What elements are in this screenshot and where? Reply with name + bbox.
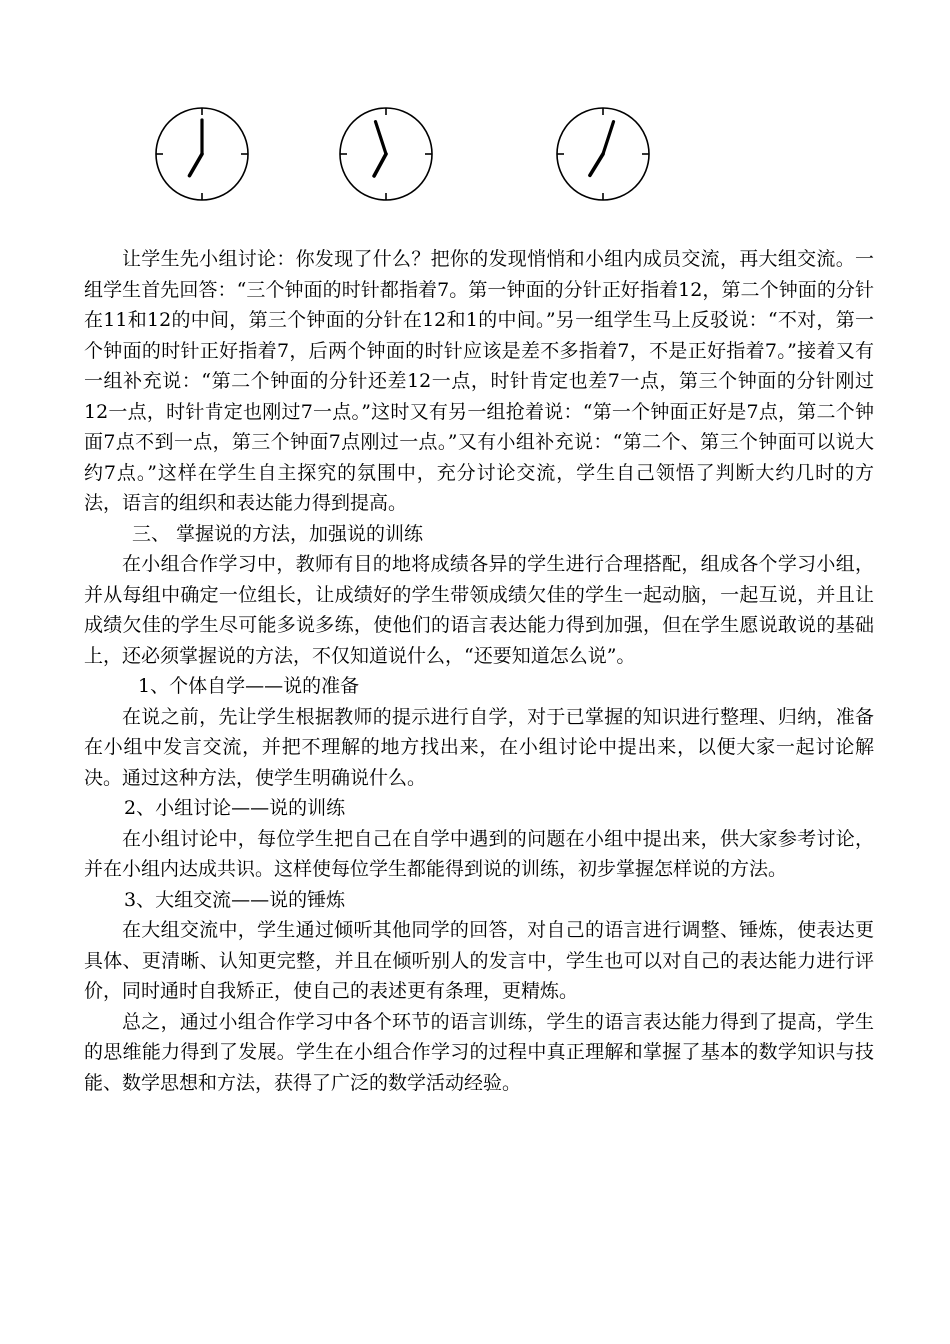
paragraph-large-group: 在大组交流中，学生通过倾听其他同学的回答，对自己的语言进行调整、锤炼，使表达更具体、更清晰、认知更完整，并且在倾听别人的发言中，学生也可以对自己的表达能力进行评价，同时通时自我矫正，使自己的表述更有条理，更精炼。: [84, 919, 874, 1002]
paragraph-discussion: 让学生先小组讨论：你发现了什么？把你的发现悄悄和小组内成员交流，再大组交流。一组学生首先回答：“三个钟面的时针都指着7。第一钟面的分针正好指着12，第二个钟面的分针在11和12的中间，第三个钟面的分针在12和1的中间。”另一组学生马上反驳说：“不对，第一个钟面的时针正好指着7，后两个钟面的时针应该是差不多指着7，不是正好指着7。”接着又有一组补充说：“第二个钟面的分针还差12一点，时针肯定也差7一点，第三个钟面的分针刚过12一点，时针肯定也刚过7一点。”这时又有另一组抢着说：“第一个钟面正好是7点，第二个钟面7点不到一点，第三个钟面7点刚过一点。”又有小组补充说：“第二个、第三个钟面可以说大约7点。”这样在学生自主探究的氛围中，充分讨论交流，学生自己领悟了判断大约几时的方法，语言的组织和表达能力得到提高。: [84, 248, 874, 514]
clock-face-2: [336, 104, 436, 204]
body-text: [84, 244, 874, 1098]
subheading-large-group: 3、大组交流——说的锤炼: [124, 888, 346, 911]
paragraph-self-study: 在说之前，先让学生根据教师的提示进行自学，对于已掌握的知识进行整理、归纳，准备在小组中发言交流，并把不理解的地方找出来，在小组讨论中提出来，以便大家一起讨论解决。通过这种方法，使学生明确说什么。: [84, 705, 874, 789]
paragraph-group-discussion: 在小组讨论中，每位学生把自己在自学中遇到的问题在小组中提出来，供大家参考讨论，并在小组内达成共识。这样使每位学生都能得到说的训练，初步掌握怎样说的方法。: [84, 827, 874, 880]
clock-face-1: [152, 104, 252, 204]
clock-2: [336, 104, 436, 204]
clock-3: [553, 104, 653, 204]
subheading-self-study: 1、个体自学——说的准备: [138, 675, 360, 697]
clock-figures: [0, 104, 950, 214]
clock-face-3: [553, 104, 653, 204]
clock-1: [152, 104, 252, 204]
subheading-group-discussion: 2、小组讨论——说的训练: [124, 797, 346, 819]
paragraph-summary: 总之，通过小组合作学习中各个环节的语言训练，学生的语言表达能力得到了提高，学生的思维能力得到了发展。学生在小组合作学习的过程中真正理解和掌握了基本的数学知识与技能、数学思想和方法，获得了广泛的数学活动经验。: [84, 1010, 874, 1094]
section-heading-3: 三、 掌握说的方法，加强说的训练: [132, 522, 424, 545]
paragraph-method: 在小组合作学习中，教师有目的地将成绩各异的学生进行合理搭配，组成各个学习小组，并从每组中确定一位组长，让成绩好的学生带领成绩欠佳的学生一起动脑，一起互说，并且让成绩欠佳的学生尽可能多说多练，使他们的语言表达能力得到加强，但在学生愿说敢说的基础上，还必须掌握说的方法，不仅知道说什么，“还要知道怎么说”。: [84, 553, 874, 667]
